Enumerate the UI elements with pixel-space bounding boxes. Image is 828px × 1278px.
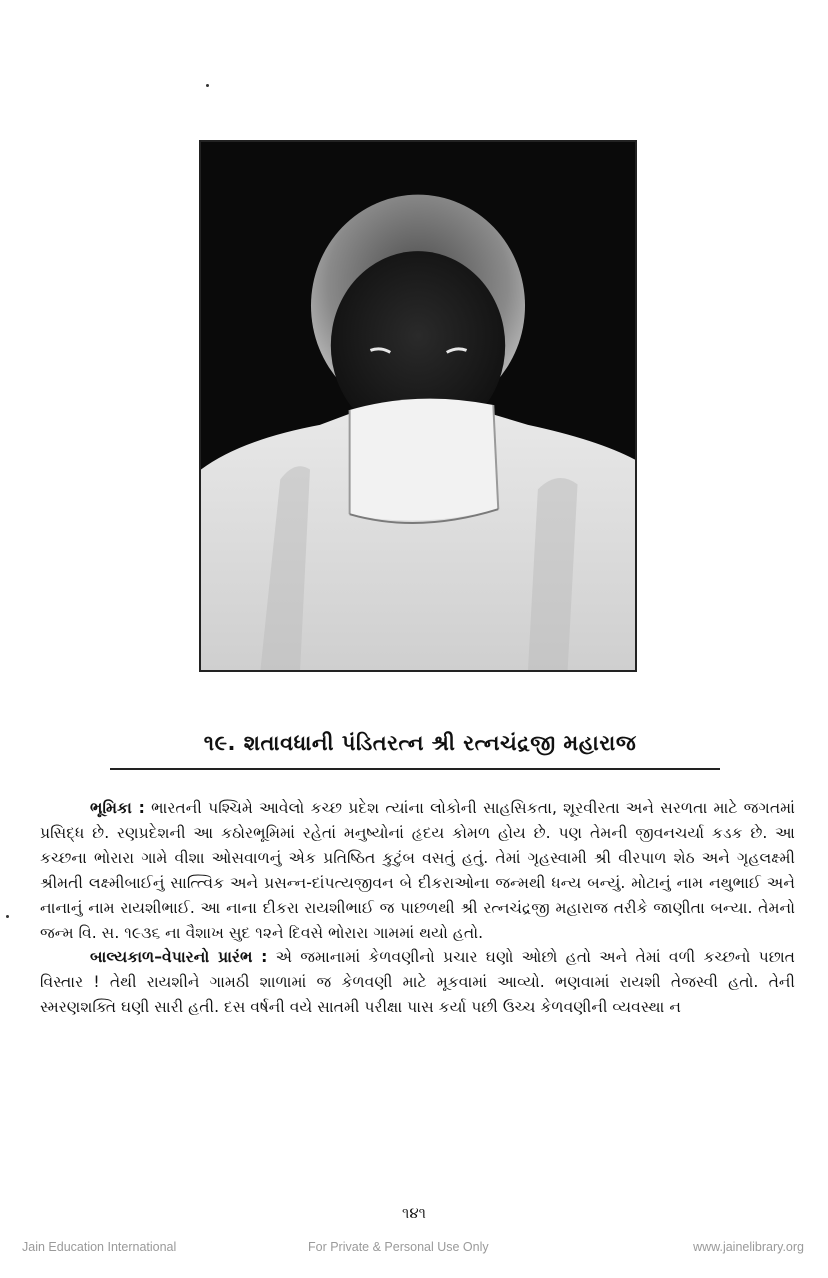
portrait-image (201, 142, 635, 670)
portrait-photo (199, 140, 637, 672)
article-body (40, 796, 795, 1020)
footer-usage-note: For Private & Personal Use Only (308, 1240, 489, 1254)
paragraph-label: બાલ્યકાળ–વેપારનો પ્રારંભ : (90, 948, 268, 967)
title-underline (110, 768, 720, 770)
paragraph-childhood (40, 945, 795, 1020)
paragraph-text: એ જમાનામાં કેળવણીનો પ્રચાર ઘણો ઓછો હતો અને તેમાં વળી કચ્છનો પછાત વિસ્તાર ! તેથી રાયશીને ગામઠી શાળામાં જ કેળવણી માટે મૂકવામાં આવ્યો. ભણવામાં રાયશી તેજસ્વી હતો. તેની સ્મરણશક્તિ ઘણી સારી હતી. દસ વર્ષની વયે સાતમી પરીક્ષા પાસ કર્યા પછી ઉચ્ચ કેળવણીની વ્યવસ્થા ન (40, 948, 796, 1017)
paragraph-label: ભૂમિકા : (90, 799, 145, 817)
page-number: ૧૪૧ (401, 1204, 426, 1222)
chapter-title: ૧૯. શતાવધાની પંડિતરત્ન શ્રી રત્નચંદ્રજી મહારાજ (203, 731, 637, 755)
paragraph-text: ભારતની પશ્ચિમે આવેલો કચ્છ પ્રદેશ ત્યાંના લોકોની સાહસિકતા, શૂરવીરતા અને સરળતા માટે જગતમાં પ્રસિદ્ધ છે. રણપ્રદેશની આ કઠોરભૂમિમાં રહેતાં મનુષ્યોનાં હૃદય કોમળ હોય છે. પણ તેમની જીવનચર્યા કડક છે. આ કચ્છના ભોરારા ગામે વીશા ઓસવાળનું એક પ્રતિષ્ઠિત કુટુંબ વસતું હતું. તેમાં ગૃહસ્વામી શ્રી વીરપાળ શેઠ અને ગૃહલક્ષ્મી શ્રીમતી લક્ષ્મીબાઈનું સાત્ત્વિક અને પ્રસન્ન-દાંપત્યજીવન બે દીકરાઓના જન્મથી ધન્ય બન્યું. મોટાનું નામ નથુભાઈ અને નાનાનું નામ રાયશીભાઈ. આ નાના દીકરા રાયશીભાઈ જ પાછળથી શ્રી રત્નચંદ્રજી મહારાજ તરીકે જાણીતા બન્યા. તેમનો જન્મ વિ. સ. ૧૯૩૬ ના વૈશાખ સુદ ૧૨ને દિવસે ભોરારા ગામમાં થયો હતો. (40, 799, 795, 942)
scan-speck (206, 84, 209, 87)
footer-website-link[interactable]: www.jainelibrary.org (693, 1240, 804, 1254)
footer-publisher: Jain Education International (22, 1240, 177, 1254)
paragraph-introduction (40, 796, 795, 945)
scan-speck (6, 915, 9, 918)
